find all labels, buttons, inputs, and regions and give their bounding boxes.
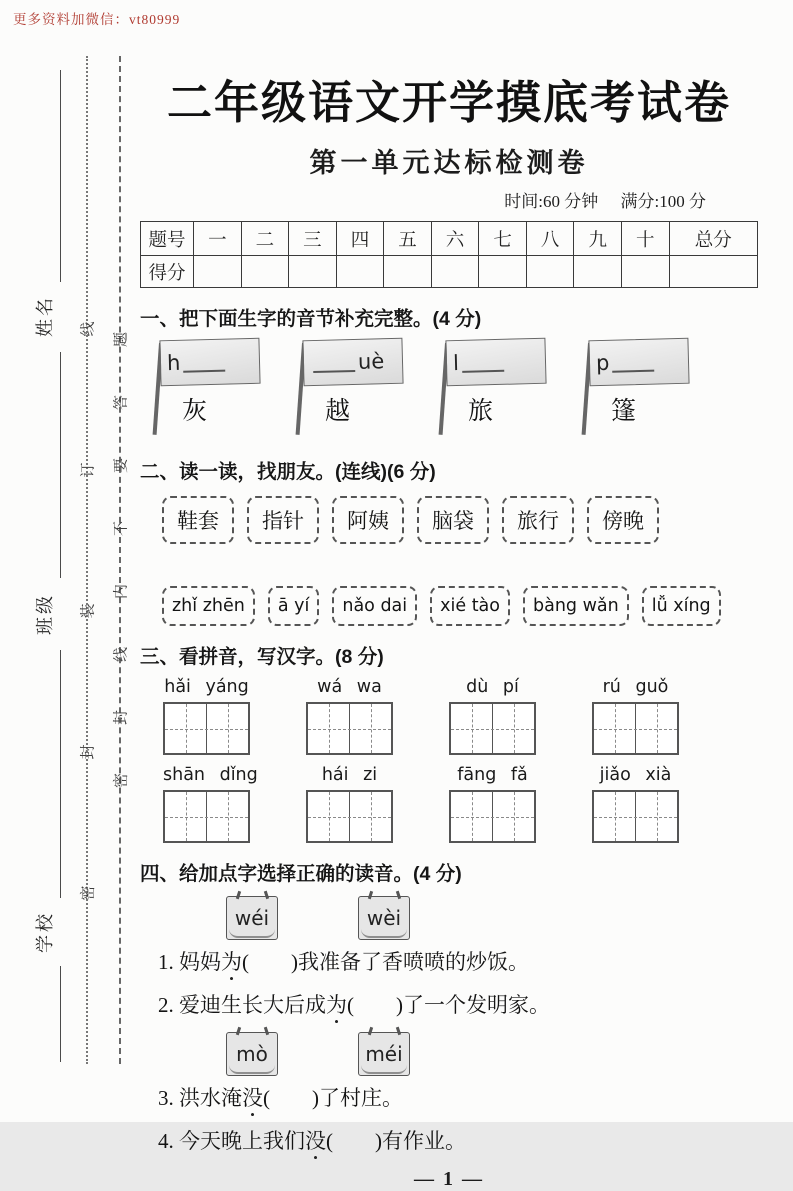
score-header-cell: 七 xyxy=(479,222,527,256)
score-cell-empty xyxy=(669,256,757,288)
word-box: 阿姨 xyxy=(332,496,404,544)
class-field-line xyxy=(60,352,61,578)
page-number: — 1 — xyxy=(414,1168,484,1190)
tag-wave-icon xyxy=(229,929,275,938)
section1-heading: 一、把下面生字的音节补充完整。(4 分) xyxy=(140,308,482,330)
writing-item xyxy=(306,677,393,755)
time-info: 时间:60 分钟 xyxy=(504,192,599,211)
sentence-number: 1. xyxy=(158,950,174,974)
writing-cell xyxy=(206,704,248,753)
exam-title: 二年级语文开学摸底考试卷 xyxy=(166,77,731,128)
sentence xyxy=(158,1082,758,1112)
exam-meta xyxy=(140,187,758,212)
dotted-character: 没 xyxy=(242,1086,263,1110)
section1-flags xyxy=(150,339,758,441)
score-cell-empty xyxy=(336,256,384,288)
answer-blank xyxy=(183,352,225,372)
writing-cell xyxy=(349,792,391,841)
writing-cell xyxy=(206,792,248,841)
name-label: 姓名 xyxy=(31,291,57,341)
score-cell-empty xyxy=(621,256,669,288)
score-cell-empty xyxy=(384,256,432,288)
field-line xyxy=(60,966,61,1062)
writing-cell xyxy=(349,704,391,753)
section3-row1 xyxy=(163,677,758,755)
score-header-cell: 二 xyxy=(241,222,289,256)
binding-line-text: 密封装订线 xyxy=(80,195,97,901)
writing-cell xyxy=(635,792,677,841)
syllable-flag xyxy=(293,339,406,439)
tag-wave-icon xyxy=(229,1065,275,1074)
score-header-cell: 四 xyxy=(336,222,384,256)
writing-cell xyxy=(308,792,349,841)
score-header-cell: 总分 xyxy=(669,222,757,256)
pronunciation-tag xyxy=(358,896,410,940)
sentence-text: ( )了一个发明家。 xyxy=(347,993,550,1017)
pinyin-box: xié tào xyxy=(430,586,510,626)
score-header-cell: 六 xyxy=(431,222,479,256)
writing-item xyxy=(306,765,393,843)
word-box: 旅行 xyxy=(502,496,574,544)
pinyin-box: lǚ xíng xyxy=(642,586,721,626)
pinyin-label: hǎi yáng xyxy=(164,677,249,697)
writing-cell xyxy=(492,792,534,841)
pinyin-box: nǎo dai xyxy=(332,586,417,626)
score-header-cell: 八 xyxy=(526,222,574,256)
score-header-cell: 十 xyxy=(621,222,669,256)
pinyin-label: hái zi xyxy=(321,765,378,785)
exam-subtitle: 第一单元达标检测卷 xyxy=(309,148,589,178)
writing-item xyxy=(163,765,258,843)
sentence xyxy=(158,1125,758,1155)
writing-item xyxy=(449,765,536,843)
score-cell-empty xyxy=(289,256,337,288)
score-header-cell: 五 xyxy=(384,222,432,256)
writing-cell xyxy=(308,704,349,753)
sentence xyxy=(158,989,758,1019)
section2-pinyins xyxy=(162,586,758,626)
flag-syllable-pre: l xyxy=(452,350,460,376)
word-box: 脑袋 xyxy=(417,496,489,544)
writing-item xyxy=(449,677,536,755)
pronunciation-tag xyxy=(226,1032,278,1076)
score-cell-empty xyxy=(479,256,527,288)
pinyin-label: shān dǐng xyxy=(163,765,258,785)
flag-banner xyxy=(159,338,260,387)
writing-grid xyxy=(163,702,250,755)
sentence-number: 2. xyxy=(158,993,174,1017)
sentence-text: ( )了村庄。 xyxy=(263,1086,403,1110)
score-cell-empty xyxy=(194,256,242,288)
writing-item xyxy=(592,677,679,755)
dotted-character: 没 xyxy=(305,1129,326,1153)
writing-cell xyxy=(492,704,534,753)
exam-content xyxy=(140,0,758,1191)
writing-grid xyxy=(449,702,536,755)
section2-words xyxy=(162,496,758,544)
syllable-flag xyxy=(579,339,692,439)
score-header-cell: 一 xyxy=(194,222,242,256)
section3-heading: 三、看拼音，写汉字。(8 分) xyxy=(140,646,384,668)
sentence xyxy=(158,946,758,976)
flag-character: 篷 xyxy=(611,398,637,425)
tag-text: wèi xyxy=(366,906,402,930)
writing-cell xyxy=(451,792,492,841)
school-field-line xyxy=(60,650,61,898)
section4-tags-mo xyxy=(226,1032,758,1076)
writing-cell xyxy=(635,704,677,753)
tag-text: wéi xyxy=(234,906,270,930)
sentence-text: 妈妈 xyxy=(179,950,221,974)
writing-cell xyxy=(594,792,635,841)
score-cell-empty xyxy=(526,256,574,288)
writing-grid xyxy=(306,790,393,843)
tag-text: mò xyxy=(236,1042,268,1066)
writing-cell xyxy=(165,792,206,841)
pinyin-box: bàng wǎn xyxy=(523,586,629,626)
pinyin-box: zhǐ zhēn xyxy=(162,586,255,626)
section4-heading: 四、给加点字选择正确的读音。(4 分) xyxy=(140,863,462,885)
answer-blank xyxy=(612,352,654,372)
pinyin-box: ā yí xyxy=(268,586,320,626)
writing-cell xyxy=(594,704,635,753)
word-box: 指针 xyxy=(247,496,319,544)
score-header-cell: 题号 xyxy=(141,222,194,256)
tag-wave-icon xyxy=(361,929,407,938)
flag-character: 越 xyxy=(325,398,351,425)
answer-blank xyxy=(462,352,504,372)
writing-cell xyxy=(451,704,492,753)
tag-wave-icon xyxy=(361,1065,407,1074)
section3-row2 xyxy=(163,765,758,843)
score-header-cell: 三 xyxy=(289,222,337,256)
pronunciation-tag xyxy=(358,1032,410,1076)
score-info: 满分:100 分 xyxy=(620,192,706,211)
answer-blank xyxy=(313,352,355,372)
flag-character: 旅 xyxy=(468,398,494,425)
flag-character: 灰 xyxy=(182,398,208,425)
score-table-header-row xyxy=(141,222,758,256)
watermark-text: 更多资料加微信：vt80999 xyxy=(13,12,181,27)
score-table xyxy=(140,221,758,288)
writing-grid xyxy=(592,702,679,755)
flag-banner xyxy=(588,338,689,387)
writing-grid xyxy=(449,790,536,843)
score-cell-empty xyxy=(574,256,622,288)
writing-cell xyxy=(165,704,206,753)
tag-text: méi xyxy=(365,1042,403,1066)
sentence-number: 3. xyxy=(158,1086,174,1110)
pinyin-label: rú guǒ xyxy=(602,677,669,697)
flag-syllable-post: uè xyxy=(357,349,385,374)
flag-syllable-pre: h xyxy=(166,350,181,376)
dotted-character: 为 xyxy=(221,950,242,974)
seal-line-text: 密封线内不要答题 xyxy=(113,283,130,789)
score-cell-empty xyxy=(431,256,479,288)
school-label: 学校 xyxy=(31,907,57,957)
pinyin-label: wá wa xyxy=(317,677,382,697)
sentence-text: 今天晚上我们 xyxy=(179,1129,305,1153)
class-label: 班级 xyxy=(31,589,57,639)
section2-heading: 二、读一读，找朋友。(连线)(6 分) xyxy=(140,461,436,483)
writing-item xyxy=(163,677,250,755)
score-table-score-row xyxy=(141,256,758,288)
pinyin-label: jiǎo xià xyxy=(599,765,672,785)
sentence-text: ( )我准备了香喷喷的炒饭。 xyxy=(242,950,529,974)
score-header-cell: 九 xyxy=(574,222,622,256)
word-box: 鞋套 xyxy=(162,496,234,544)
sentence-text: 洪水淹 xyxy=(179,1086,242,1110)
sentence-number: 4. xyxy=(158,1129,174,1153)
score-row-label: 得分 xyxy=(141,256,194,288)
flag-banner xyxy=(445,338,546,387)
syllable-flag xyxy=(150,339,263,439)
sentence-text: ( )有作业。 xyxy=(326,1129,466,1153)
flag-syllable-pre: p xyxy=(595,350,610,376)
score-cell-empty xyxy=(241,256,289,288)
section4-tags-wei xyxy=(226,896,758,940)
writing-grid xyxy=(592,790,679,843)
sentence-text: 爱迪生长大后成 xyxy=(179,993,326,1017)
writing-item xyxy=(592,765,679,843)
writing-grid xyxy=(306,702,393,755)
dotted-character: 为 xyxy=(326,993,347,1017)
flag-banner xyxy=(302,338,403,387)
syllable-flag xyxy=(436,339,549,439)
name-field-line xyxy=(60,70,61,282)
pronunciation-tag xyxy=(226,896,278,940)
word-box: 傍晚 xyxy=(587,496,659,544)
pinyin-label: dù pí xyxy=(466,677,519,697)
pinyin-label: fāng fǎ xyxy=(457,765,528,785)
writing-grid xyxy=(163,790,250,843)
